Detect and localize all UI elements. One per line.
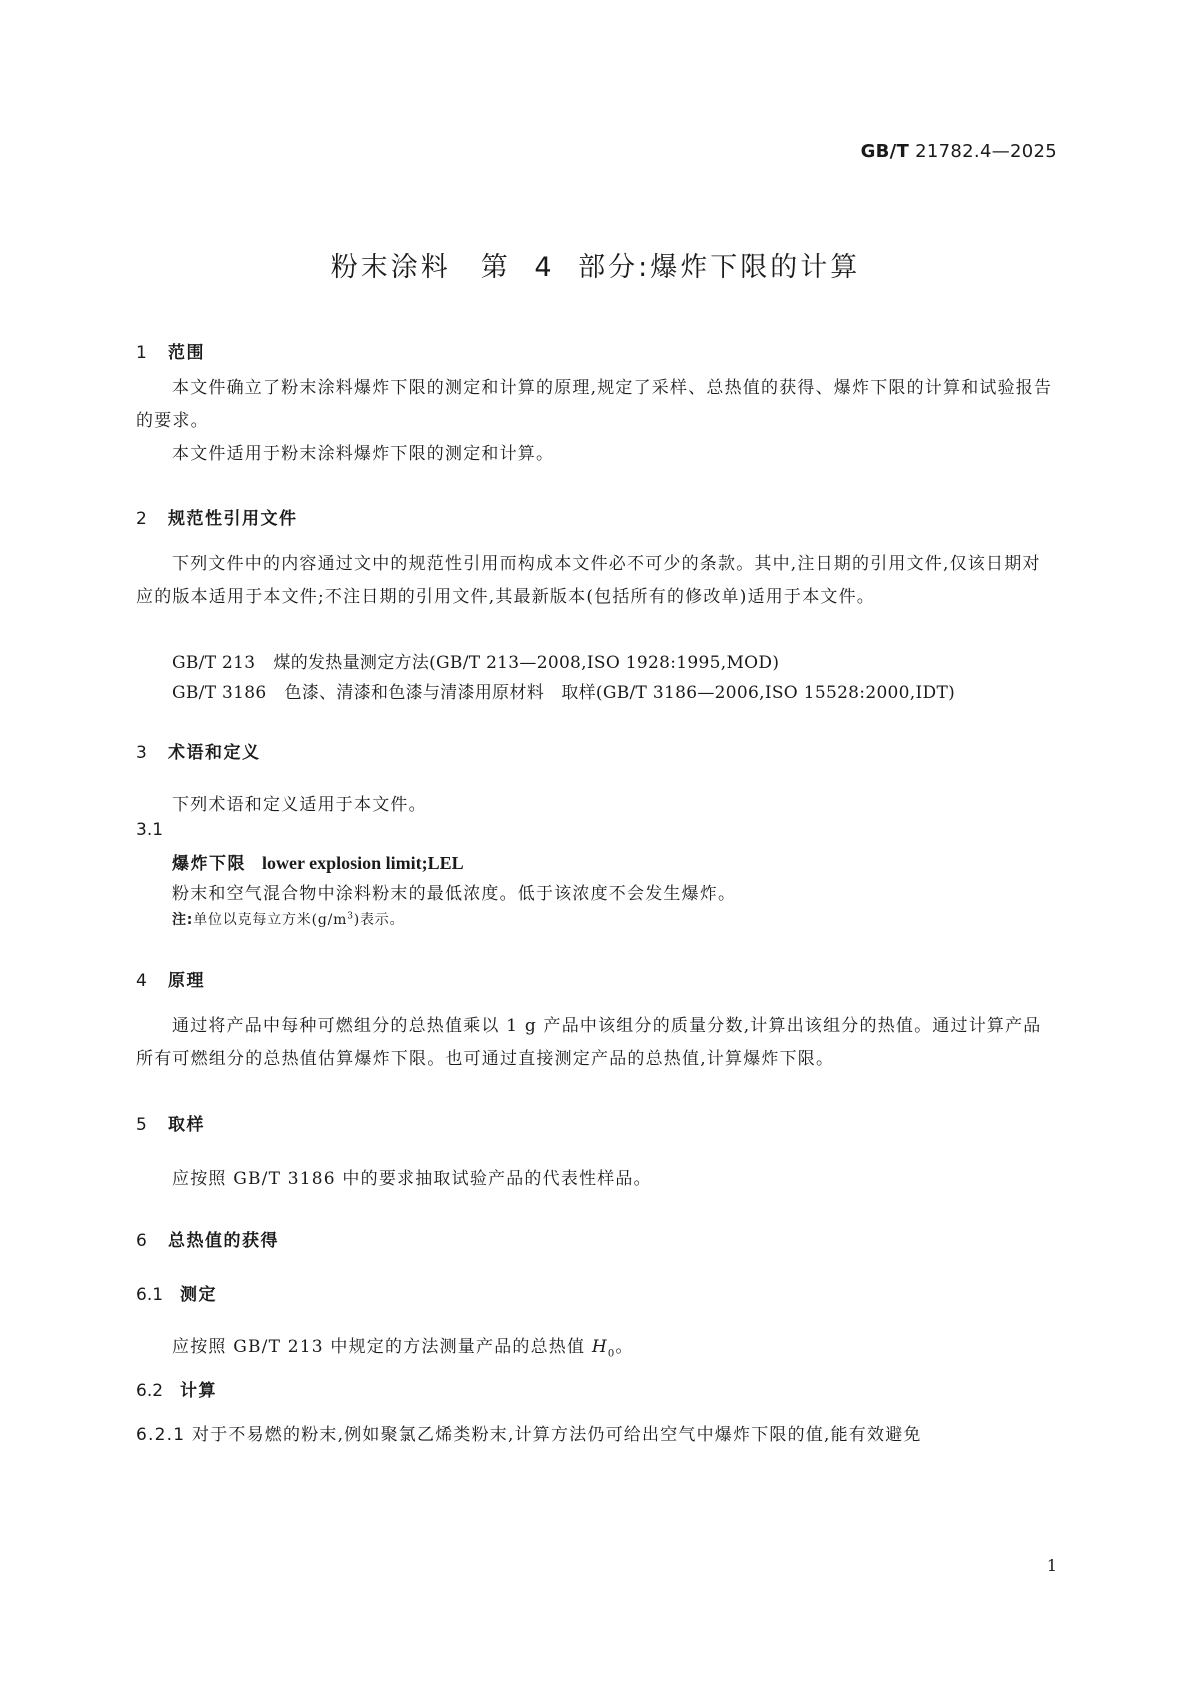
- section-6-2-1-paragraph: [136, 1420, 922, 1445]
- reference-item: [172, 648, 779, 673]
- section-1-paragraph-1: 本文件确立了粉末涂料爆炸下限的测定和计算的原理,规定了采样、总热值的获得、爆炸下限的计算和试验报告的要求。: [136, 378, 1053, 431]
- section-number: 2: [136, 509, 147, 529]
- note-text: 单位以克每立方米(g/m: [193, 912, 348, 928]
- section-title: 测定: [180, 1285, 217, 1305]
- paragraph-text-end: 。: [615, 1337, 634, 1357]
- reference-code: GB/T 213: [172, 653, 256, 673]
- section-number: 5: [136, 1115, 147, 1135]
- symbol-subscript: 0: [607, 1348, 616, 1360]
- section-3-heading: [136, 738, 261, 763]
- section-4-heading: [136, 966, 205, 991]
- section-1-heading: [136, 338, 205, 363]
- section-title: 术语和定义: [168, 743, 261, 763]
- section-2-paragraph-1: 下列文件中的内容通过文中的规范性引用而构成本文件必不可少的条款。其中,注日期的引用文件,仅该日期对应的版本适用于本文件;不注日期的引用文件,其最新版本(包括所有的修改单)适用于本文件。: [136, 554, 1041, 607]
- standard-number: 21782.4—2025: [915, 141, 1057, 162]
- section-title: 计算: [180, 1381, 217, 1401]
- reference-code: GB/T 3186: [172, 683, 267, 703]
- section-title: 原理: [168, 971, 205, 991]
- term-chinese: 爆炸下限: [172, 854, 246, 874]
- term-note: [172, 909, 404, 929]
- note-label: 注:: [172, 912, 194, 928]
- reference-item: [172, 678, 955, 703]
- symbol-h: H: [591, 1337, 608, 1357]
- section-number: 4: [136, 971, 147, 991]
- section-title: 范围: [168, 343, 205, 363]
- section-title: 取样: [168, 1115, 205, 1135]
- page-number: 1: [1046, 1556, 1057, 1575]
- section-3-paragraph-1: 下列术语和定义适用于本文件。: [172, 795, 427, 815]
- standard-code: [861, 141, 1057, 162]
- note-superscript: 3: [347, 911, 354, 922]
- standard-prefix: GB/T: [860, 141, 910, 162]
- term-entry: [172, 849, 464, 874]
- section-1-paragraph-2: 本文件适用于粉末涂料爆炸下限的测定和计算。: [172, 444, 555, 464]
- section-4-paragraph-1: 通过将产品中每种可燃组分的总热值乘以 1 g 产品中该组分的质量分数,计算出该组分的热值。通过计算产品所有可燃组分的总热值估算爆炸下限。也可通过直接测定产品的总热值,计算爆炸下限。: [136, 1016, 1042, 1069]
- paragraph-text: 对于不易燃的粉末,例如聚氯乙烯类粉末,计算方法仍可给出空气中爆炸下限的值,能有效避免: [192, 1425, 922, 1445]
- reference-text: 煤的发热量测定方法(GB/T 213—2008,ISO 1928:1995,MOD): [273, 653, 780, 673]
- paragraph-text: 应按照 GB/T 213 中规定的方法测量产品的总热值: [172, 1337, 592, 1357]
- note-text-end: )表示。: [353, 912, 405, 928]
- section-6-2-heading: [136, 1376, 217, 1401]
- document-title: 粉末涂料 第 4 部分:爆炸下限的计算: [330, 252, 861, 283]
- term-definition: 粉末和空气混合物中涂料粉末的最低浓度。低于该浓度不会发生爆炸。: [172, 884, 737, 904]
- section-6-heading: [136, 1226, 279, 1251]
- section-6-1-paragraph: [172, 1332, 634, 1359]
- section-5-heading: [136, 1110, 205, 1135]
- reference-text: 色漆、清漆和色漆与清漆用原材料 取样(GB/T 3186—2006,ISO 15528:2000,IDT): [284, 683, 956, 703]
- section-title: 总热值的获得: [168, 1231, 279, 1251]
- clause-number: 6.2.1: [136, 1425, 186, 1445]
- section-number: 6: [136, 1231, 147, 1251]
- section-6-1-heading: [136, 1280, 217, 1305]
- term-english: lower explosion limit;LEL: [262, 853, 464, 873]
- section-5-paragraph-1: 应按照 GB/T 3186 中的要求抽取试验产品的代表性样品。: [172, 1169, 652, 1189]
- section-title: 规范性引用文件: [168, 509, 298, 529]
- section-number: 6.2: [136, 1381, 164, 1401]
- section-2-heading: [136, 504, 298, 529]
- section-number: 6.1: [136, 1285, 164, 1305]
- term-number: 3.1: [136, 820, 164, 840]
- section-number: 1: [136, 343, 147, 363]
- section-number: 3: [136, 743, 147, 763]
